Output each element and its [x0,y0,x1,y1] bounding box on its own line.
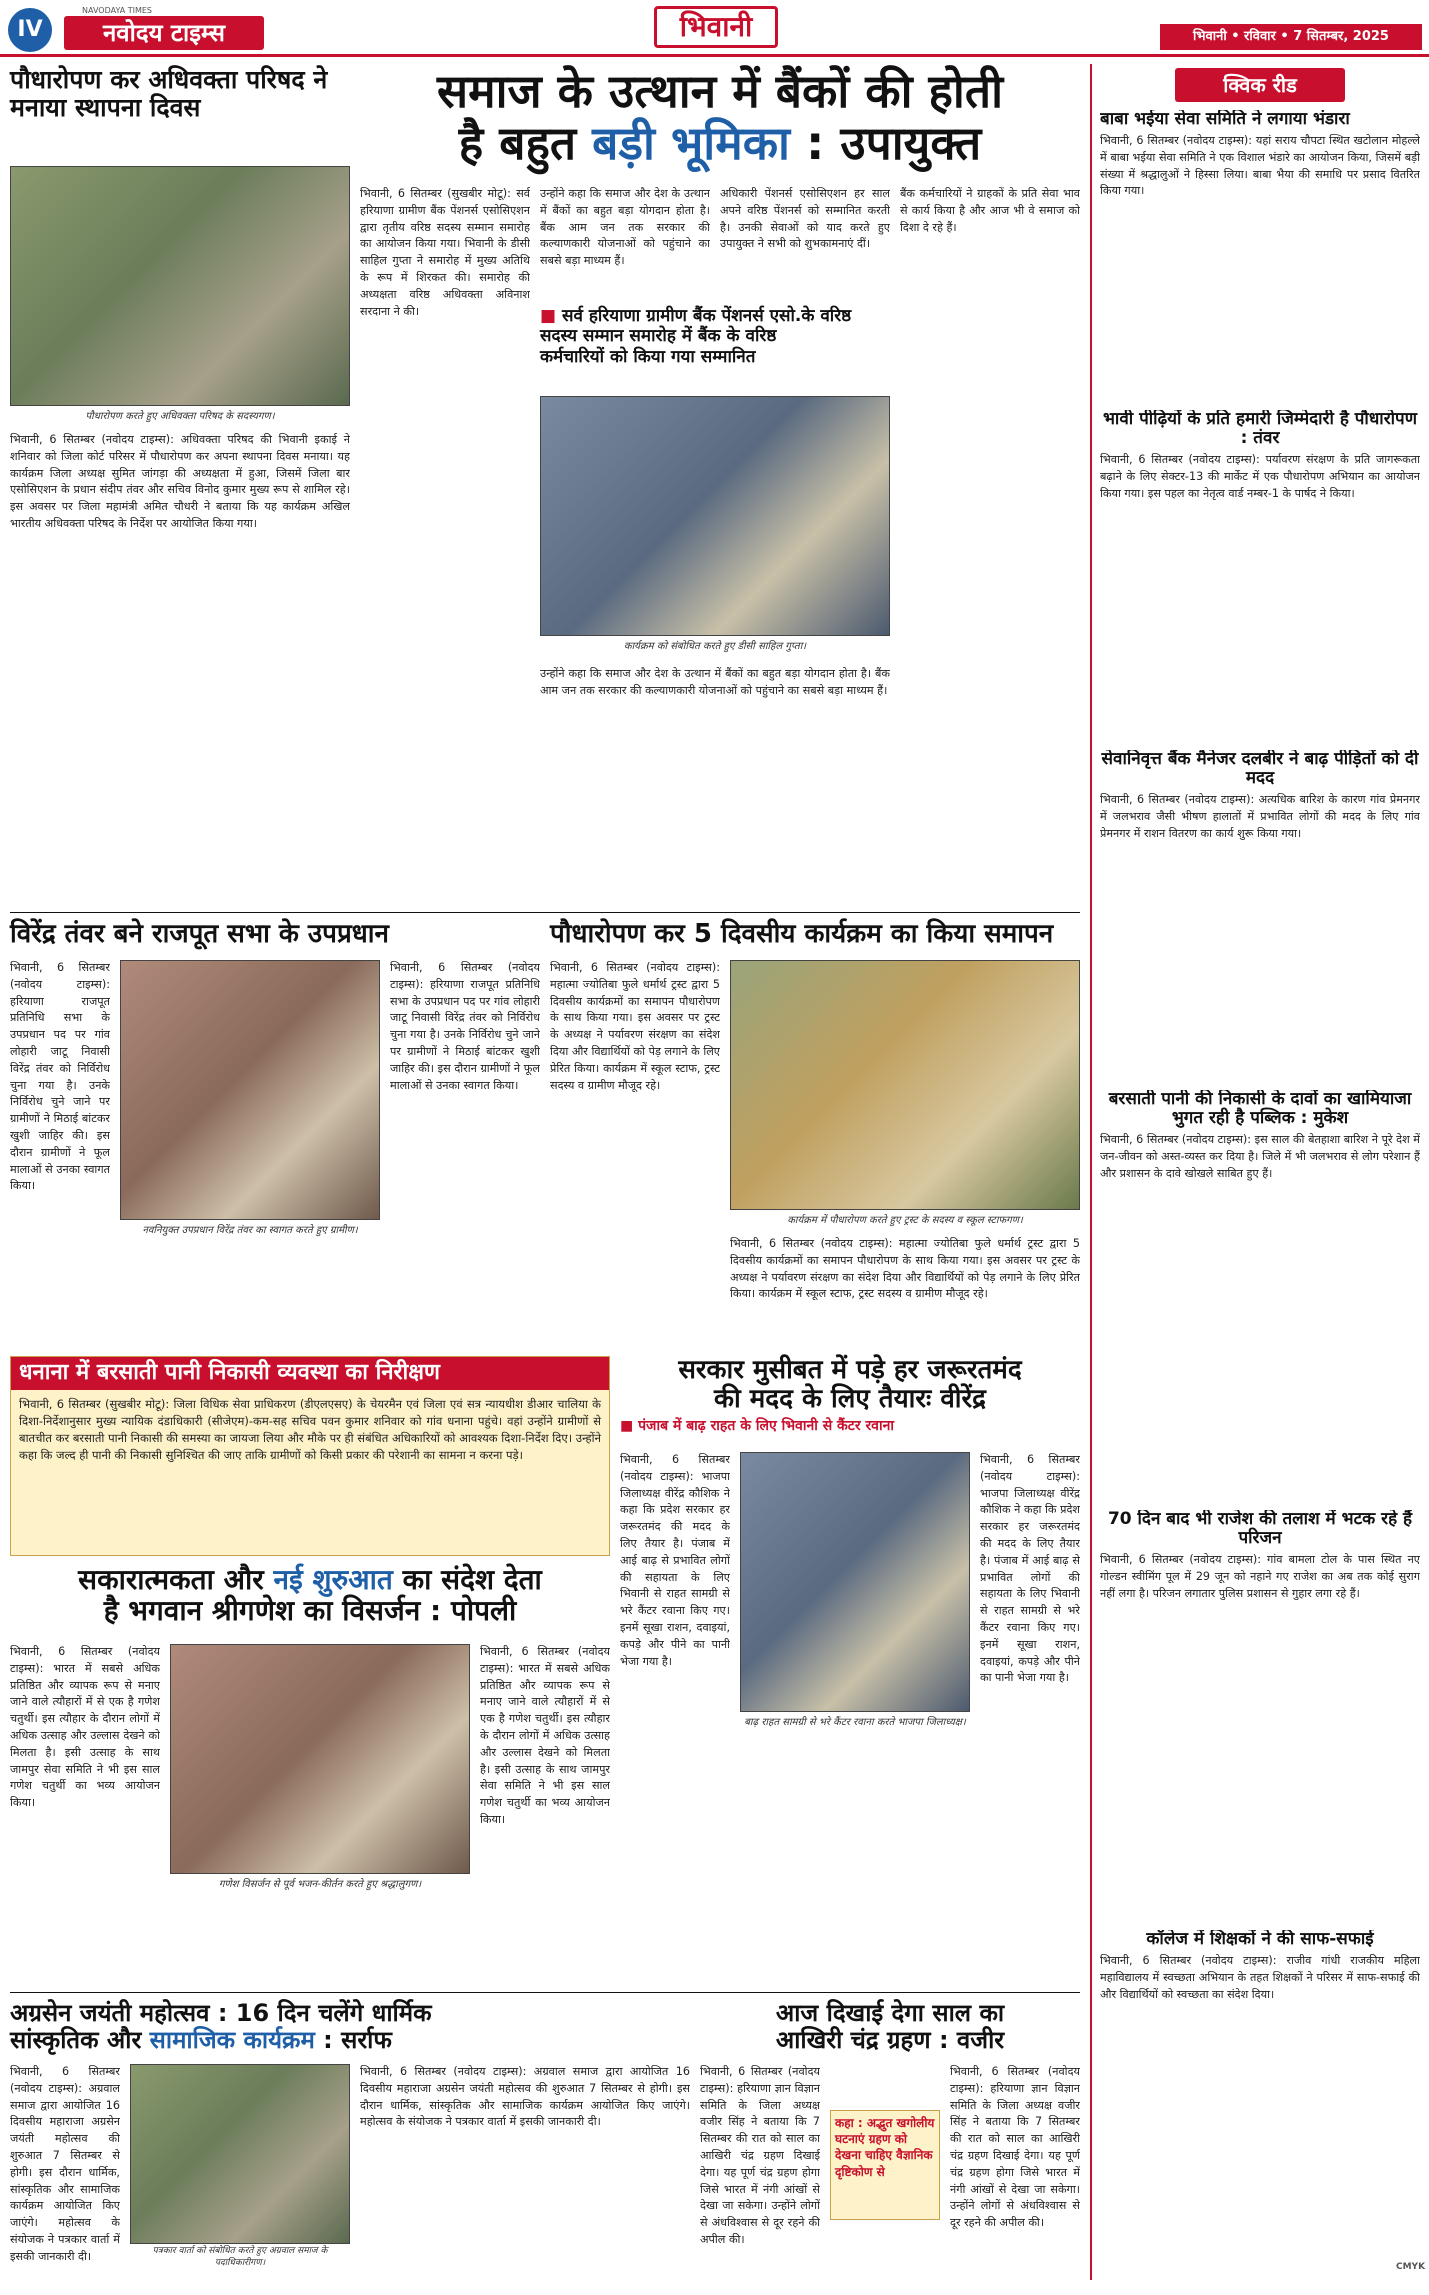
quick-read-body: भिवानी, 6 सितम्बर (नवोदय टाइम्स): अत्यधिक बारिश के कारण गांव प्रेमनगर में जलभराव जैसी भीषण हालातों में प्रभावित लोगों की मदद के लिए गांव प्रेमनगर में राशन वितरण का कार्य शुरू किया गया। [1100,793,1420,840]
story-headline-line-1: आज दिखाई देगा साल का [775,1999,1005,2027]
story-body: भिवानी, 6 सितम्बर (नवोदय टाइम्स): महात्मा ज्योतिबा फुले धर्मार्थ ट्रस्ट द्वारा 5 दिवसीय कार्यक्रमों का समापन पौधारोपण के साथ किया गया। इस अवसर पर ट्रस्ट के अध्यक्ष ने पर्यावरण संरक्षण का संदेश दिया और विद्यार्थियों को पेड़ लगाने के लिए प्रेरित किया। कार्यक्रम में स्कूल स्टाफ, ट्रस्ट सदस्य व ग्रामीण मौजूद रहे। [550,961,720,1092]
story-photo [130,2064,350,2244]
dateline-box [1160,24,1422,50]
divider [10,1992,1080,1993]
headline-highlight: सामाजिक कार्यक्रम [149,2025,315,2054]
headline-part: का संदेश देता [392,1563,542,1596]
story-headline-line-1: सरकार मुसीबत में पड़े हर जरूरतमंद [678,1355,1022,1385]
photo-caption: नवनियुक्त उपप्रधान विरेंद्र तंवर का स्वागत करते हुए ग्रामीण। [142,1225,358,1236]
paper-logo [64,16,264,50]
story-lunar-eclipse [700,2000,1080,2280]
divider [10,912,1080,913]
story-headline-line-1 [10,1564,610,1595]
bullet-icon: ■ [540,306,562,326]
story-body: भिवानी, 6 सितम्बर (सुखबीर मोटू): जिला विधिक सेवा प्राधिकरण (डीएलएसए) के चेयरमैन एवं जिला एवं सत्र न्यायधीश डीआर चालिया के दिशा-निर्देशानुसार मुख्य न्यायिक दंडाधिकारी (सीजेएम)-कम-सह सचिव पवन कुमार शनिवार को गांव धनाना पहुंचे। वहां उन्होंने ग्रामीणों से बातचीत कर बरसाती पानी निकासी की समस्या का जायजा लिया और मौके पर ही संबंधित अधिकारियों को आवश्यक दिशा-निर्देश दिए। उन्होंने कहा कि जल्द ही पानी की निकासी सुनिश्चित की जाए ताकि ग्रामीणों को किसी प्रकार की परेशानी का सामना न करना पड़े। [19,1396,601,1463]
story-body: भिवानी, 6 सितम्बर (नवोदय टाइम्स): भाजपा जिलाध्यक्ष वीरेंद्र कौशिक ने कहा कि प्रदेश सरकार हर जरूरतमंद की मदद के लिए तैयार है। पंजाब में आई बाढ़ से प्रभावित लोगों की सहायता के लिए भिवानी से राहत सामग्री से भरे कैंटर रवाना किए गए। इनमें सूखा राशन, दवाइयां, कपड़े और पीने का पानी भेजा गया है। [620,1453,730,1668]
pull-quote-text: कहा : अद्भुत खगोलीय घटनाएं ग्रहण को देखना चाहिए वैज्ञानिक दृष्टिकोण से [835,2116,935,2179]
story-ganesh-immersion [10,1564,610,1984]
lead-body-col-3: अधिकारी पेंशनर्स एसोसिएशन हर साल अपने वरिष्ठ पेंशनर्स को सम्मानित करती है। उनकी सेवाओं को याद करते हुए उपायुक्त ने सभी को शुभकामनाएं दीं। [720,187,890,251]
lead-photo-caption: कार्यक्रम को संबोधित करते हुए डीसी साहिल गुप्ता। [623,641,807,652]
masthead-rule [0,54,1429,57]
story-headline-line-2 [10,2027,690,2054]
story-body: भिवानी, 6 सितम्बर (नवोदय टाइम्स): अग्रवाल समाज द्वारा आयोजित 16 दिवसीय महाराजा अग्रसेन जयंती महोत्सव की शुरुआत 7 सितम्बर से होगी। इस दौरान धार्मिक, सांस्कृतिक और सामाजिक कार्यक्रम आयोजित किए जाएंगे। महोत्सव के संयोजक ने पत्रकार वार्ता में इसकी जानकारी दी। [10,2065,120,2263]
section-tab [654,6,778,48]
dateline: भिवानी • रविवार • 7 सितम्बर, 2025 [1193,29,1389,44]
quick-read-body: भिवानी, 6 सितम्बर (नवोदय टाइम्स): राजीव गांधी राजकीय महिला महाविद्यालय में स्वच्छता अभियान के तहत शिक्षकों ने परिसर में साफ-सफाई की और विद्यार्थियों को स्वच्छता का संदेश दिया। [1100,1954,1420,2001]
story-headline: विरेंद्र तंवर बने राजपूत सभा के उपप्रधान [10,919,389,949]
story-body: भिवानी, 6 सितम्बर (नवोदय टाइम्स): हरियाणा ज्ञान विज्ञान समिति के जिला अध्यक्ष वजीर सिंह ने बताया कि 7 सितम्बर की रात को साल का आखिरी चंद्र ग्रहण दिखाई देगा। यह पूर्ण चंद्र ग्रहण होगा जिसे भारत में नंगी आंखों से देखा जा सकेगा। उन्होंने लोगों से अंधविश्वास से दूर रहने की अपील की। [700,2065,820,2246]
quick-read-headline: कॉलेज में शिक्षकों ने की साफ-सफाई [1146,1930,1374,1949]
paper-name: नवोदय टाइम्स [102,19,226,47]
lead-subhead-line: कर्मचारियों को किया गया सम्मानित [540,346,756,367]
photo-caption: बाढ़ राहत सामग्री से भरे कैंटर रवाना करते भाजपा जिलाध्यक्ष। [744,1717,966,1728]
lead-story [360,66,1080,906]
story-photo [10,166,350,406]
lead-photo [540,396,890,636]
headline-part: : सर्राफ [314,2025,392,2054]
quick-read-headline: सेवानिवृत्त बैंक मैनेजर दलबीर ने बाढ़ पीड़ितों को दी मदद [1101,750,1419,789]
lead-headline-part: : उपायुक्त [789,115,982,170]
bullet-icon: ■ [620,1418,639,1435]
story-headline: पौधारोपण कर 5 दिवसीय कार्यक्रम का किया समापन [550,919,1054,949]
lead-headline-line-1: समाज के उत्थान में बैंकों की होती [437,64,1003,118]
quick-read-headline: 70 दिन बाद भी राजेश की तलाश में भटक रहे हैं परिजन [1107,1510,1413,1549]
story-plantation-closing [550,920,1080,1350]
photo-caption: पौधारोपण करते हुए अधिवक्ता परिषद के सदस्यगण। [85,411,275,422]
page-number-badge [8,8,52,52]
lead-headline-highlight: बड़ी भूमिका [592,115,790,170]
lead-body-col-4: बैंक कर्मचारियों ने ग्राहकों के प्रति सेवा भाव से कार्य किया है और आज भी वे समाज को दिशा दे रहे हैं। [900,187,1080,234]
lead-body-col-2: उन्होंने कहा कि समाज और देश के उत्थान में बैंकों का बहुत बड़ा योगदान होता है। बैंक आम जन तक सरकार की कल्याणकारी योजनाओं को पहुंचाने का सबसे बड़ा माध्यम हैं। [540,187,710,268]
story-photo [730,960,1080,1210]
lead-subhead-line: सदस्य सम्मान समारोह में बैंक के वरिष्ठ [540,326,777,347]
lead-headline-part: है बहुत [458,115,593,170]
quick-read-item [1100,1930,1420,2260]
quick-read-headline: भावी पीढ़ियों के प्रति हमारी जिम्मेदारी है पौधारोपण : तंवर [1102,410,1417,449]
lead-subhead-text: सर्व हरियाणा ग्रामीण बैंक पेंशनर्स एसो.के वरिष्ठ [561,306,852,326]
pull-quote-box [830,2110,940,2220]
photo-caption: पत्रकार वार्ता को संबोधित करते हुए अग्रवाल समाज के पदाधिकारीगण। [152,2246,328,2268]
quick-read-label-box [1175,68,1345,102]
story-advocate-council [10,66,350,906]
quick-read-item [1100,110,1420,410]
story-body-continued: भिवानी, 6 सितम्बर (नवोदय टाइम्स): भारत में सबसे अधिक प्रतिष्ठित और व्यापक रूप से मनाए जाने वाले त्यौहारों में से एक है गणेश चतुर्थी। इस त्यौहार के दौरान लोगों में अधिक उत्साह और उल्लास देखने को मिलता है। इसी उत्साह के साथ जामपुर सेवा समिति ने भी इस साल गणेश चतुर्थी का भव्य आयोजन किया। [480,1645,610,1826]
story-headline: पौधारोपण कर अधिवक्ता परिषद ने मनाया स्थापना दिवस [10,65,328,122]
lead-headline-line-2 [360,115,1080,170]
quick-read-item [1100,750,1420,1090]
story-headline: धनाना में बरसाती पानी निकासी व्यवस्था का निरीक्षण [11,1357,609,1390]
headline-part: सांस्कृतिक और [10,2025,150,2054]
lead-subhead [540,306,890,367]
photo-caption: कार्यक्रम में पौधारोपण करते हुए ट्रस्ट के सदस्य व स्कूल स्टाफगण। [787,1215,1023,1226]
story-headline-line-2: की मदद के लिए तैयारः वीरेंद्र [714,1384,986,1415]
quick-read-body: भिवानी, 6 सितम्बर (नवोदय टाइम्स): पर्यावरण संरक्षण के प्रति जागरूकता बढ़ाने के लिए सेक्टर-13 की मार्केट में एक पौधारोपण अभियान का आयोजन किया गया। इस पहल का नेतृत्व वार्ड नम्बर-1 के पार्षद ने किया। [1100,453,1420,500]
story-flood-relief [620,1356,1080,1936]
story-subhead [620,1418,1080,1435]
lead-body-continued: उन्होंने कहा कि समाज और देश के उत्थान में बैंकों का बहुत बड़ा योगदान होता है। बैंक आम जन तक सरकार की कल्याणकारी योजनाओं को पहुंचाने का सबसे बड़ा माध्यम हैं। [540,667,890,697]
quick-read-item [1100,1510,1420,1930]
story-photo [170,1644,470,1874]
quick-read-body: भिवानी, 6 सितम्बर (नवोदय टाइम्स): गांव बामला टोल के पास स्थित नए गोल्डन स्वीमिंग पूल में 29 जून को नहाने गए राजेश का अब तक कोई सुराग नहीं लगा है। परिजन लगातार पुलिस प्रशासन से गुहार लगा रहे हैं। [1100,1553,1420,1600]
story-rajput-sabha [10,920,540,1350]
story-photo [740,1452,970,1712]
story-body: भिवानी, 6 सितम्बर (नवोदय टाइम्स): हरियाणा राजपूत प्रतिनिधि सभा के उपप्रधान पद पर गांव लोहारी जाटू निवासी विरेंद्र तंवर को निर्विरोध चुना गया है। उनके निर्विरोध चुने जाने पर ग्रामीणों ने मिठाई बांटकर खुशी जाहिर की। इस दौरान ग्रामीणों ने फूल मालाओं से उनका स्वागत किया। [10,961,110,1193]
story-body-continued: भिवानी, 6 सितम्बर (नवोदय टाइम्स): महात्मा ज्योतिबा फुले धर्मार्थ ट्रस्ट द्वारा 5 दिवसीय कार्यक्रमों का समापन पौधारोपण के साथ किया गया। इस अवसर पर ट्रस्ट के अध्यक्ष ने पर्यावरण संरक्षण का संदेश दिया और विद्यार्थियों को पेड़ लगाने के लिए प्रेरित किया। कार्यक्रम में स्कूल स्टाफ, ट्रस्ट सदस्य व ग्रामीण मौजूद रहे। [730,1237,1080,1301]
lead-body-col-1: भिवानी, 6 सितम्बर (सुखबीर मोटू): सर्व हरियाणा ग्रामीण बैंक पेंशनर्स एसोसिएशन द्वारा तृतीय वरिष्ठ सदस्य सम्मान समारोह का आयोजन किया गया। भिवानी के डीसी साहिल गुप्ता ने समारोह में मुख्य अतिथि के रूप में शिरकत की। समारोह की अध्यक्षता वरिष्ठ अधिवक्ता अविनाश सरदाना ने की। [360,187,530,318]
story-headline-line-2: आखिरी चंद्र ग्रहण : वजीर [775,2025,1005,2054]
headline-highlight: नई शुरुआत [273,1563,393,1596]
photo-caption: गणेश विसर्जन से पूर्व भजन-कीर्तन करते हुए श्रद्धालुगण। [218,1879,422,1890]
section-title: भिवानी [679,10,753,43]
quick-read-body: भिवानी, 6 सितम्बर (नवोदय टाइम्स): यहां सराय चौपटा स्थित खटोलान मोहल्ले में बाबा भईया सेवा समिति ने एक विशाल भंडारे का आयोजन किया, जिसमें बड़ी संख्या में श्रद्धालुओं ने हिस्सा लिया। बाबा भैया की समाधि पर प्रसाद वितरित किया गया। [1100,134,1420,198]
story-body-continued: भिवानी, 6 सितम्बर (नवोदय टाइम्स): अग्रवाल समाज द्वारा आयोजित 16 दिवसीय महाराजा अग्रसेन जयंती महोत्सव की शुरुआत 7 सितम्बर से होगी। इस दौरान धार्मिक, सांस्कृतिक और सामाजिक कार्यक्रम आयोजित किए जाएंगे। महोत्सव के संयोजक ने पत्रकार वार्ता में इसकी जानकारी दी। [360,2065,690,2129]
story-headline-line-2: है भगवान श्रीगणेश का विसर्जन : पोपली [103,1594,517,1628]
story-headline-line-1: अग्रसेन जयंती महोत्सव : 16 दिन चलेंगे धार्मिक [10,1999,432,2027]
headline-part: सकारात्मकता और [78,1563,274,1596]
story-body-continued: भिवानी, 6 सितम्बर (नवोदय टाइम्स): भाजपा जिलाध्यक्ष वीरेंद्र कौशिक ने कहा कि प्रदेश सरकार हर जरूरतमंद की मदद के लिए तैयार है। पंजाब में आई बाढ़ से प्रभावित लोगों की सहायता के लिए भिवानी से राहत सामग्री से भरे कैंटर रवाना किए गए। इनमें सूखा राशन, दवाइयां, कपड़े और पीने का पानी भेजा गया है। [980,1453,1080,1685]
cmyk-mark: CMYK [1396,2262,1426,2272]
quick-read-label: क्विक रीड [1223,73,1297,97]
quick-read-body: भिवानी, 6 सितम्बर (नवोदय टाइम्स): इस साल की बेतहाशा बारिश ने पूरे देश में जन-जीवन को अस्त-व्यस्त कर दिया है। जिले में भी जलभराव से लोग परेशान हैं और प्रशासन के दावे खोखले साबित हुए हैं। [1100,1133,1420,1180]
quick-read-item [1100,410,1420,750]
quick-read-sidebar [1090,64,1420,2280]
story-agrasen-jayanti [10,2000,690,2280]
quick-read-headline: बरसाती पानी की निकासी के दावों का खामियाजा भुगत रही है पब्लिक : मुकेश [1108,1090,1412,1129]
story-body-continued: भिवानी, 6 सितम्बर (नवोदय टाइम्स): हरियाणा राजपूत प्रतिनिधि सभा के उपप्रधान पद पर गांव लोहारी जाटू निवासी विरेंद्र तंवर को निर्विरोध चुना गया है। उनके निर्विरोध चुने जाने पर ग्रामीणों ने मिठाई बांटकर खुशी जाहिर की। इस दौरान ग्रामीणों ने फूल मालाओं से उनका स्वागत किया। [390,961,540,1092]
page-number: IV [17,17,43,42]
story-body-continued: भिवानी, 6 सितम्बर (नवोदय टाइम्स): हरियाणा ज्ञान विज्ञान समिति के जिला अध्यक्ष वजीर सिंह ने बताया कि 7 सितम्बर की रात को साल का आखिरी चंद्र ग्रहण दिखाई देगा। यह पूर्ण चंद्र ग्रहण होगा जिसे भारत में नंगी आंखों से देखा जा सकेगा। उन्होंने लोगों से अंधविश्वास से दूर रहने की अपील की। [950,2065,1080,2230]
lead-subhead-line [540,306,890,326]
masthead [0,0,1429,58]
paper-small-name: NAVODAYA TIMES [82,6,153,15]
story-body: भिवानी, 6 सितम्बर (नवोदय टाइम्स): भारत में सबसे अधिक प्रतिष्ठित और व्यापक रूप से मनाए जाने वाले त्यौहारों में से एक है गणेश चतुर्थी। इस त्यौहार के दौरान लोगों में अधिक उत्साह और उल्लास देखने को मिलता है। इसी उत्साह के साथ जामपुर सेवा समिति ने भी इस साल गणेश चतुर्थी का भव्य आयोजन किया। [10,1645,160,1810]
story-photo [120,960,380,1220]
story-drainage-inspection [10,1356,610,1556]
quick-read-headline: बाबा भईया सेवा समिति ने लगाया भंडारा [1100,110,1350,129]
story-body: भिवानी, 6 सितम्बर (नवोदय टाइम्स): अधिवक्ता परिषद की भिवानी इकाई ने शनिवार को जिला कोर्ट परिसर में पौधारोपण कर अपना स्थापना दिवस मनाया। यह कार्यक्रम जिला अध्यक्ष सुमित जांगड़ा की अध्यक्षता में हुआ, जिसमें जिला बार एसोसिएशन के प्रधान संदीप तंवर और सचिव विनोद कुमार मुख्य रूप से शामिल रहे। इस अवसर पर जिला महामंत्री अमित चौधरी ने बताया कि यह कार्यक्रम अखिल भारतीय अधिवक्ता परिषद के निर्देश पर आयोजित किया गया। [10,433,350,530]
story-subhead-text: पंजाब में बाढ़ राहत के लिए भिवानी से कैंटर रवाना [638,1418,894,1435]
quick-read-item [1100,1090,1420,1510]
